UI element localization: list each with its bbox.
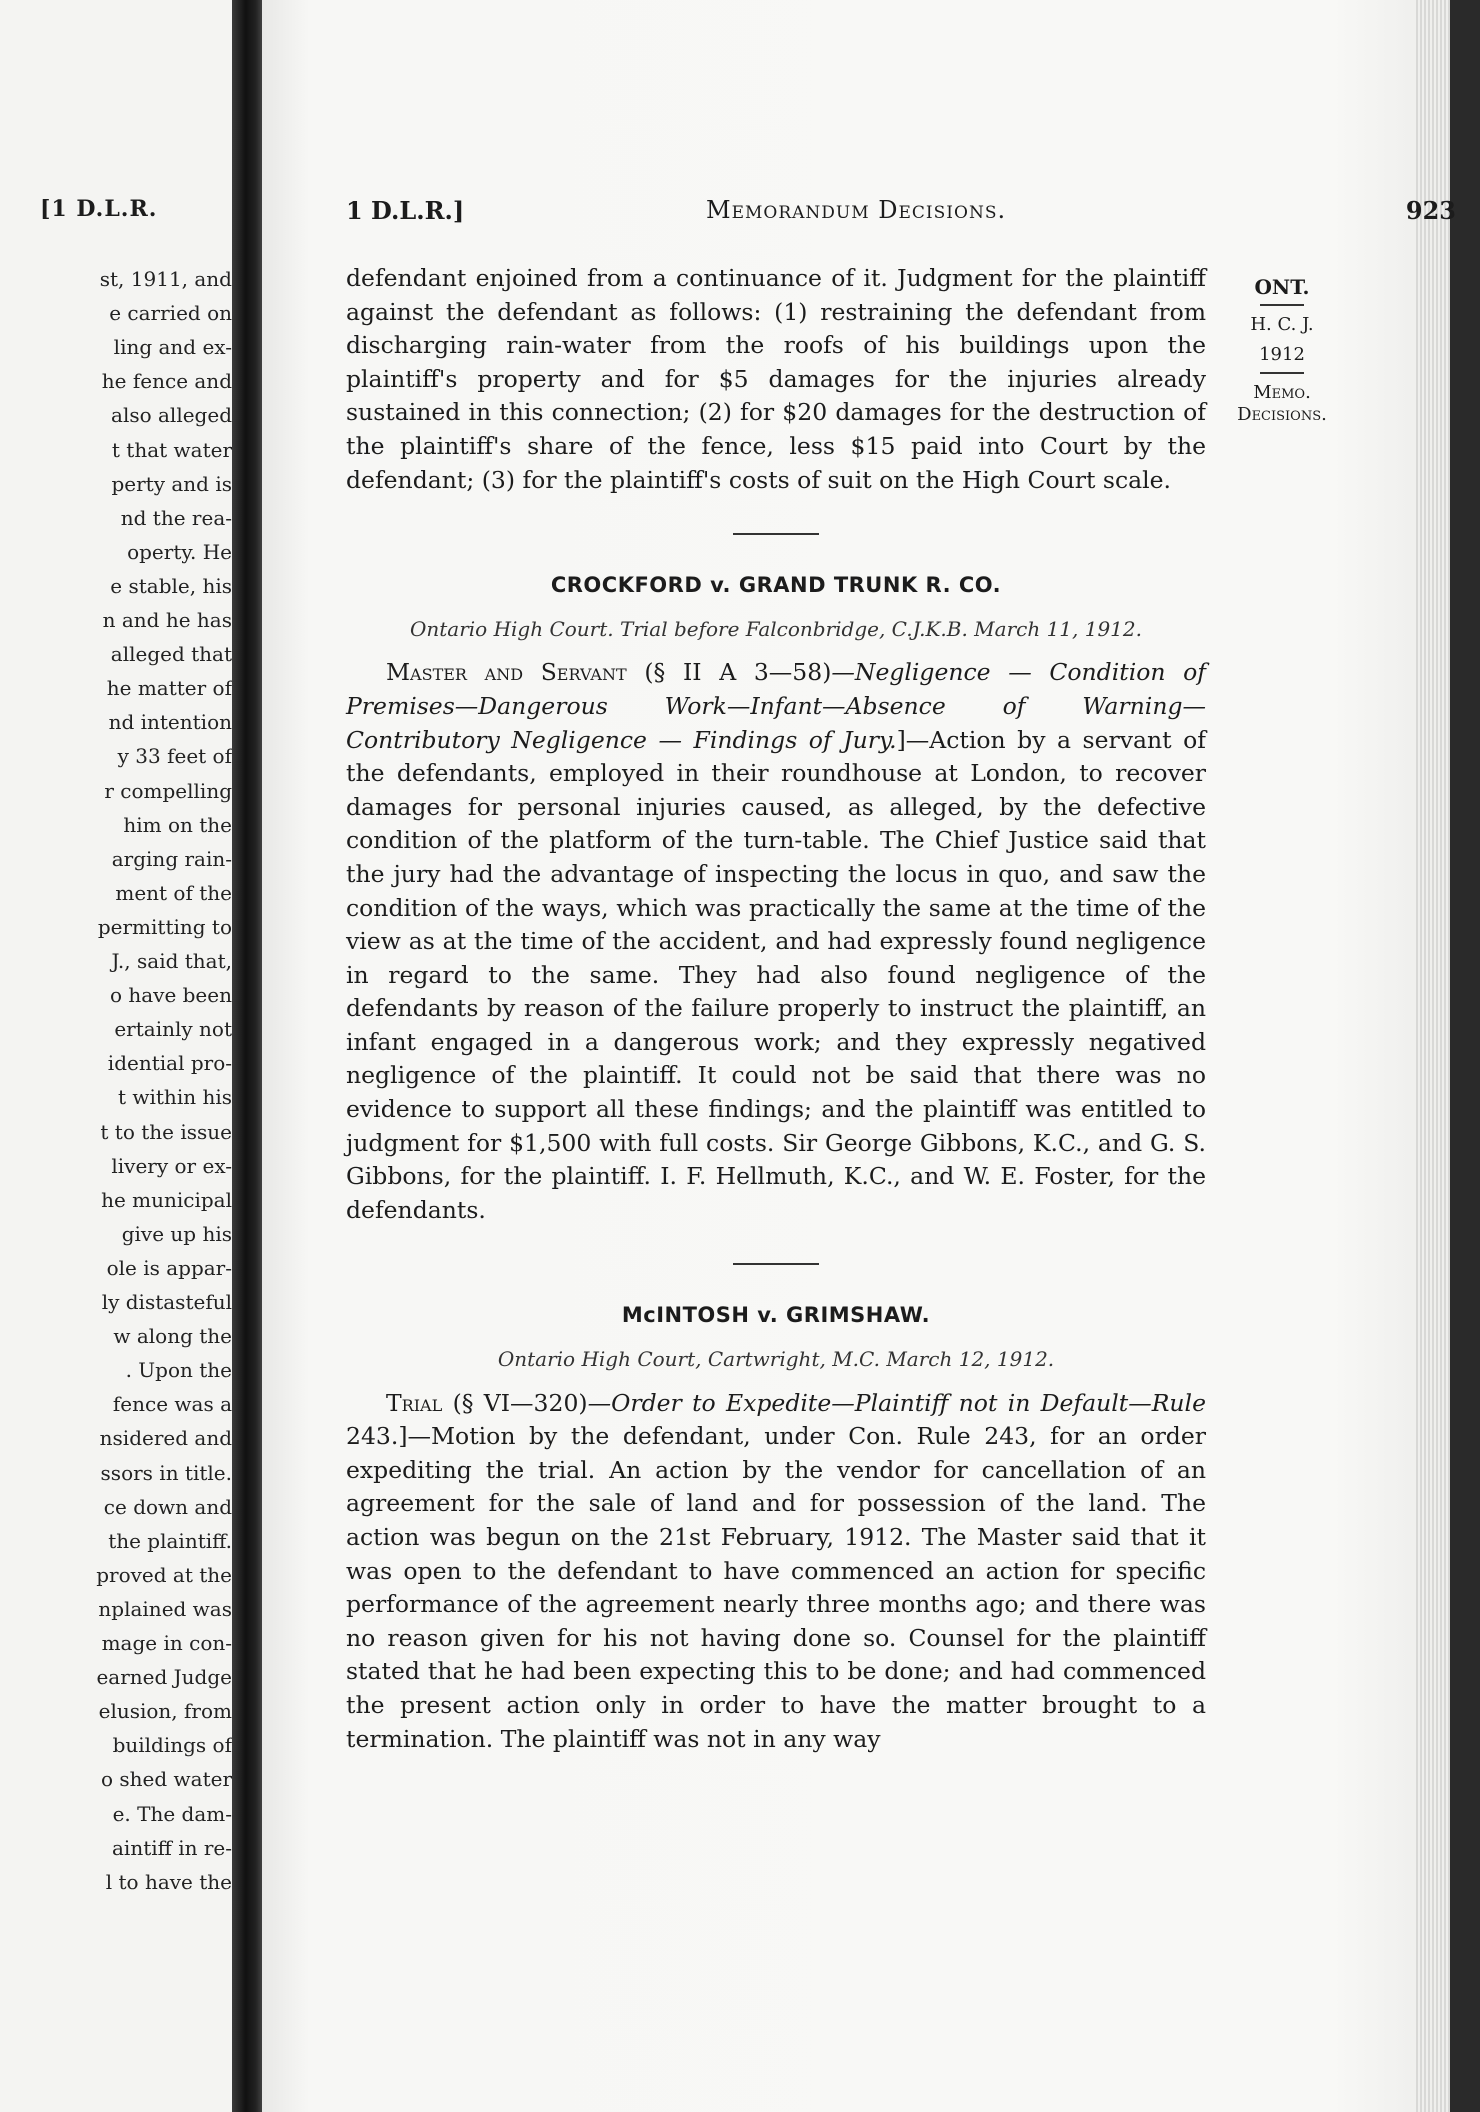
left-page-line: buildings of xyxy=(112,1733,232,1758)
left-page-line: e stable, his xyxy=(110,573,232,598)
left-page-line: also alleged xyxy=(111,403,232,428)
left-page-line: perty and is xyxy=(111,471,232,496)
case-title: McINTOSH v. GRIMSHAW. xyxy=(621,1303,931,1328)
left-page-line: nplained was xyxy=(98,1596,232,1621)
left-page-line: aintiff in re- xyxy=(112,1835,232,1860)
left-page-line: arging rain- xyxy=(111,846,232,871)
left-page-line: r compelling xyxy=(104,778,232,803)
left-page-line: o have been xyxy=(109,983,232,1008)
left-page-line: ling and ex- xyxy=(113,335,232,360)
headnote-ref: (§ II A 3—58) xyxy=(644,658,832,687)
left-page xyxy=(0,0,236,2112)
book-gutter xyxy=(232,0,266,2112)
left-page-line: he fence and xyxy=(101,369,232,394)
case-paragraph xyxy=(346,656,1206,1227)
left-page-line: nd the rea- xyxy=(120,505,232,530)
running-head xyxy=(346,196,1456,236)
case-title: CROCKFORD v. GRAND TRUNK R. CO. xyxy=(550,573,1002,598)
page-edge xyxy=(1416,0,1450,2112)
case-body: ]—Motion by the defendant, under Con. Rule 243, for an order expediting the trial. An action by the vendor for cancellation of an agreement for the sale of land and for possession of the land. The action was begun on the 21st February, 1912. The Master said that it was open to the defendant to have commenced an action for specific performance of the agreement nearly three months ago; and there was no reason given for his not having done so. Counsel for the plaintiff stated that he had been expecting this to be done; and had commenced the present action only in order to have the matter brought to a termination. The plaintiff was not in any way xyxy=(346,1422,1206,1753)
left-page-line: st, 1911, and xyxy=(99,267,232,291)
court-line: Ontario High Court, Cartwright, M.C. March 12, 1912. xyxy=(497,1347,1055,1372)
page-number: 923 xyxy=(1405,196,1456,225)
left-page-line: ertainly not xyxy=(114,1017,232,1042)
left-page-line: operty. He xyxy=(127,539,232,564)
left-page-line: the plaintiff. xyxy=(108,1528,232,1553)
left-page-line: n and he has xyxy=(102,608,232,632)
left-page-line: permitting to xyxy=(97,914,232,939)
left-page-line: earned Judge xyxy=(96,1665,232,1690)
margin-year: 1912 xyxy=(1259,344,1305,365)
margin-label: Memo. xyxy=(1253,382,1311,403)
left-page-line: give up his xyxy=(121,1221,232,1246)
left-page-line: livery or ex- xyxy=(111,1153,232,1178)
left-page-line: y 33 feet of xyxy=(117,744,232,769)
case-paragraph xyxy=(346,1387,1206,1757)
left-page-line: him on the xyxy=(123,812,232,837)
left-running-head: [1 D.L.R. xyxy=(40,196,158,222)
left-page-line: elusion, from xyxy=(98,1699,232,1724)
left-page-line: w along the xyxy=(113,1324,232,1349)
left-page-line: mage in con- xyxy=(101,1631,232,1655)
margin-label: Decisions. xyxy=(1237,404,1327,425)
left-page-line: nsidered and xyxy=(99,1426,232,1451)
continuation-paragraph: defendant enjoined from a continuance of it. Judgment for the plaintiff against the defendant as follows: (1) restraining the defendant from discharging rain-water from the roofs of his buildings upon the plaintiff's property and for $5 damages for the injuries already sustained in this connection; (2) for $20 damages for the destruction of the plaintiff's share of the fence, less $15 paid into Court by the defendant; (3) for the plaintiff's costs of suit on the High Court scale. xyxy=(346,264,1206,494)
main-text-column xyxy=(346,262,1206,1756)
left-page-line: l to have the xyxy=(105,1869,232,1894)
margin-rule xyxy=(1260,372,1304,374)
left-page-line: J., said that, xyxy=(111,949,232,973)
left-page-line: alleged that xyxy=(110,642,232,667)
headnote-topics: —Negligence — Condition of Premises—Dangerous Work—Infant—Absence of Warning—Contributory Negligence — Findings of Jury. xyxy=(346,658,1207,754)
left-page-line: ce down and xyxy=(103,1494,232,1519)
left-page-line: t within his xyxy=(117,1085,232,1110)
section-rule xyxy=(733,1263,819,1265)
running-head-volume: 1 D.L.R.] xyxy=(346,196,465,225)
left-page-line: ment of the xyxy=(115,880,232,905)
court-line: Ontario High Court. Trial before Falconbridge, C.J.K.B. March 11, 1912. xyxy=(409,616,1142,641)
headnote-topics: —Order to Expedite—Plaintiff not in Default—Rule xyxy=(587,1388,1206,1417)
left-page-line: . Upon the xyxy=(125,1358,232,1383)
margin-court: H. C. J. xyxy=(1250,314,1314,335)
left-page-line: nd intention xyxy=(108,710,232,735)
margin-note xyxy=(1212,272,1352,430)
right-page xyxy=(262,0,1456,2112)
headnote-rule: 243. xyxy=(346,1422,399,1451)
running-head-title: Memorandum Decisions. xyxy=(706,196,1007,224)
headnote-subject: Master and Servant xyxy=(386,658,627,687)
left-page-line: he matter of xyxy=(106,676,232,701)
left-page-line: e. The dam- xyxy=(112,1801,232,1826)
headnote-subject: Trial xyxy=(386,1388,443,1417)
left-page-line: ole is appar- xyxy=(106,1255,232,1280)
left-page-line: idential pro- xyxy=(107,1051,232,1076)
margin-province: ONT. xyxy=(1254,275,1310,299)
left-page-line: t that water xyxy=(111,437,232,462)
left-page-line: fence was a xyxy=(112,1392,232,1417)
left-page-line: he municipal xyxy=(101,1187,232,1212)
case-body: ]—Action by a servant of the defendants, employed in their roundhouse at London, to recover damages for personal injuries caused, as alleged, by the defective condition of the platform of the turn-table. The Chief Justice said that the jury had the advantage of inspecting the locus in quo, and saw the condition of the ways, which was practically the same at the time of the view as at the time of the accident, and had expressly found negligence in regard to the same. They had also found negligence of the defendants by reason of the failure properly to instruct the plaintiff, an infant engaged in a dangerous work; and they expressly negatived negligence of the plaintiff. It could not be said that there was no evidence to support all these findings; and the plaintiff was entitled to judgment for $1,500 with full costs. Sir George Gibbons, K.C., and G. S. Gibbons, for the plaintiff. I. F. Hellmuth, K.C., and W. E. Foster, for the defendants. xyxy=(346,725,1206,1224)
left-page-line: t to the issue xyxy=(100,1119,232,1144)
left-page-line: e carried on xyxy=(109,301,232,326)
margin-rule xyxy=(1260,304,1304,306)
headnote-ref: (§ VI—320) xyxy=(452,1388,588,1417)
left-page-line: ly distasteful xyxy=(101,1290,232,1314)
left-page-line: ssors in title. xyxy=(100,1460,232,1485)
section-rule xyxy=(733,533,819,535)
left-page-line: proved at the xyxy=(96,1562,232,1587)
left-page-line: o shed water xyxy=(100,1767,232,1792)
